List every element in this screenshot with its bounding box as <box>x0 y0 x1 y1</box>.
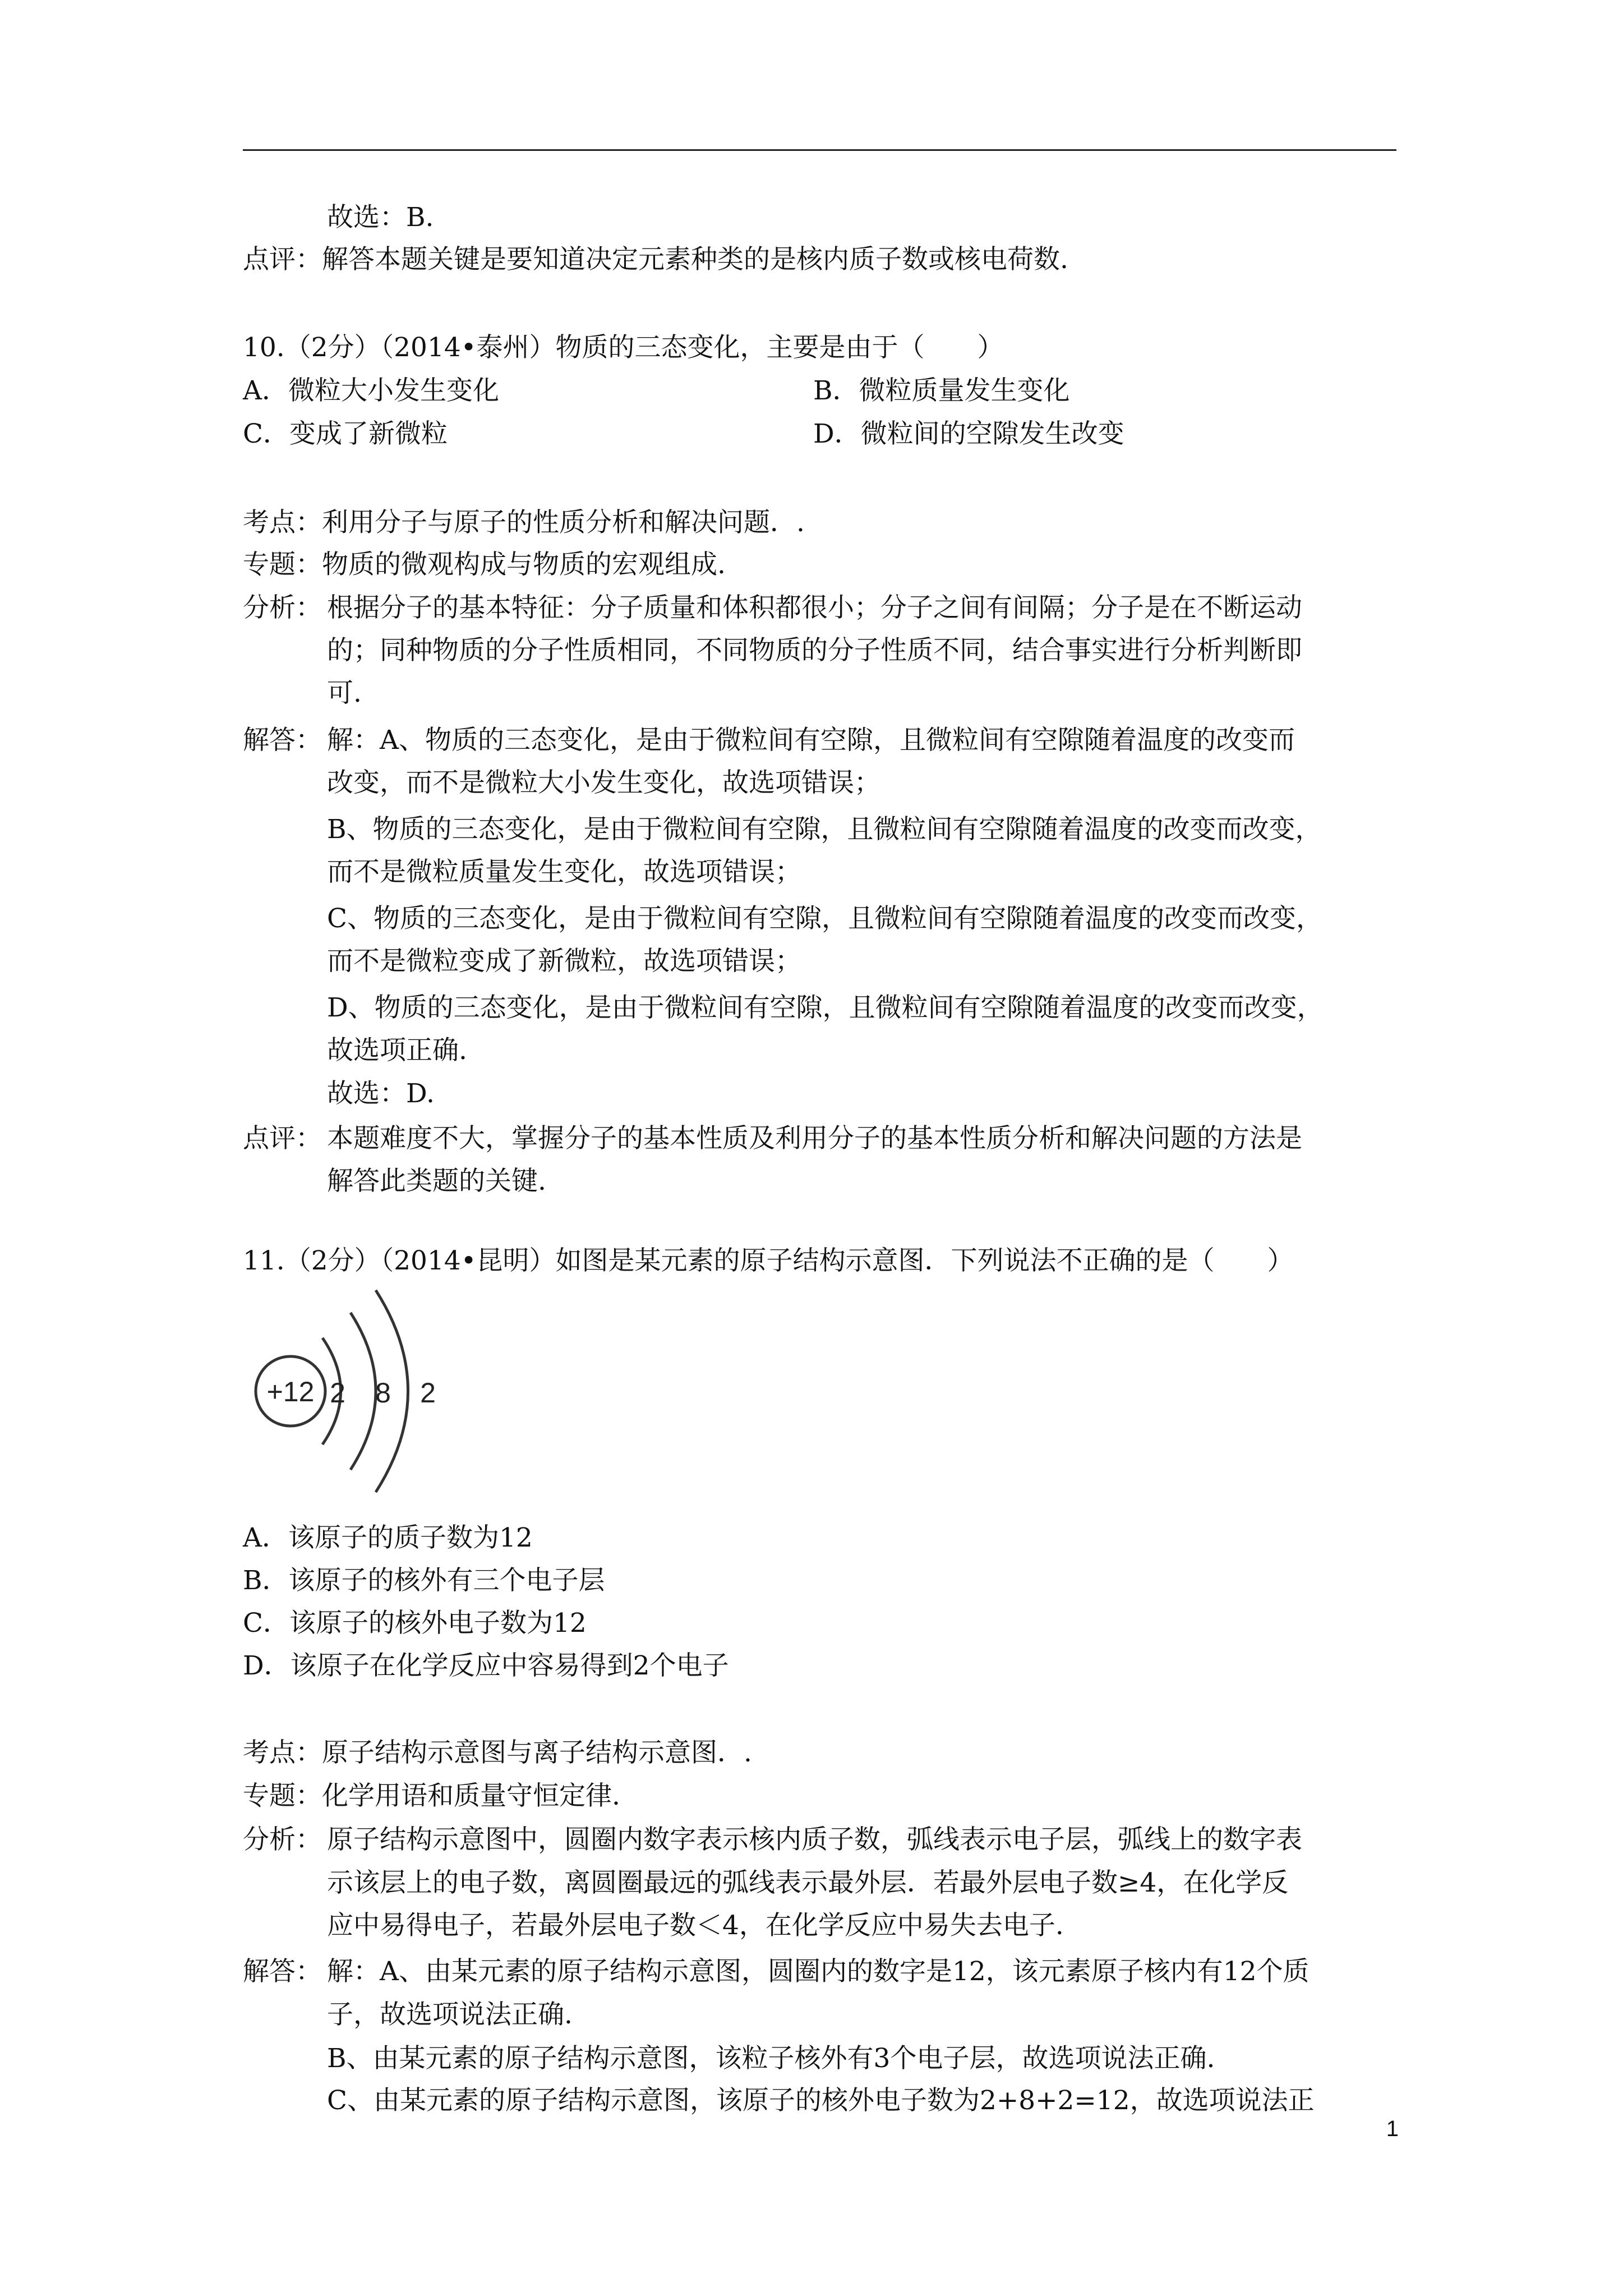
nucleus-charge: +12 <box>266 1376 315 1407</box>
q11-jieda-line: C、由某元素的原子结构示意图，该原子的核外电子数为2+8+2=12，故选项说法正 <box>327 2085 1315 2116</box>
q11-fenxi-line: 应中易得电子，若最外层电子数＜4，在化学反应中易失去电子. <box>327 1910 1064 1941</box>
q11-option-d: D．该原子在化学反应中容易得到2个电子 <box>243 1650 729 1681</box>
kaodian-label: 考点： <box>243 507 322 538</box>
q11-stem: 11.（2分）（2014•昆明）如图是某元素的原子结构示意图．下列说法不正确的是（ ） <box>243 1245 1294 1276</box>
q10-dianping-line: 解答此类题的关键. <box>327 1166 546 1197</box>
q11-option-a: A．该原子的质子数为12 <box>243 1522 533 1553</box>
q11-jieda-line: 子，故选项说法正确. <box>327 1999 573 2030</box>
q11-fenxi-line: 示该层上的电子数，离圆圈最远的弧线表示最外层．若最外层电子数≥4，在化学反 <box>327 1867 1289 1898</box>
kaodian-text: 原子结构示意图与离子结构示意图．. <box>322 1737 752 1768</box>
q10-jieda-line: 而不是微粒变成了新微粒，故选项错误； <box>327 946 801 977</box>
q10-option-a: A．微粒大小发生变化 <box>243 375 499 406</box>
zhuanti-label: 专题： <box>243 1780 322 1811</box>
q10-dianping-line: 本题难度不大，掌握分子的基本性质及利用分子的基本性质分析和解决问题的方法是 <box>327 1123 1302 1154</box>
comment-text: 解答本题关键是要知道决定元素种类的是核内质子数或核电荷数. <box>322 244 1068 275</box>
q11-zhuanti <box>243 1779 620 1813</box>
q10-jieda-line: 故选：D. <box>327 1078 435 1109</box>
q10-option-c: C．变成了新微粒 <box>243 418 448 449</box>
q10-fenxi-label: 分析： <box>243 592 322 623</box>
q11-option-b: B．该原子的核外有三个电子层 <box>243 1565 605 1596</box>
comment-label: 点评： <box>243 244 322 275</box>
zhuanti-text: 化学用语和质量守恒定律. <box>322 1780 620 1811</box>
q11-fenxi-line: 原子结构示意图中，圆圈内数字表示核内质子数，弧线表示电子层，弧线上的数字表 <box>327 1824 1302 1855</box>
q11-jieda-line: 解：A、由某元素的原子结构示意图，圆圈内的数字是12，该元素原子核内有12个质 <box>327 1956 1310 1987</box>
prev-comment <box>243 243 1068 277</box>
q11-jieda-line: B、由某元素的原子结构示意图，该粒子核外有3个电子层，故选项说法正确. <box>327 2043 1215 2074</box>
q11-option-c: C．该原子的核外电子数为12 <box>243 1608 587 1639</box>
prev-choice: 故选：B. <box>327 202 434 233</box>
zhuanti-text: 物质的微观构成与物质的宏观组成. <box>322 549 726 580</box>
q10-dianping-label: 点评： <box>243 1123 322 1154</box>
q10-jieda-label: 解答： <box>243 725 322 756</box>
q10-option-d: D．微粒间的空隙发生改变 <box>813 418 1124 449</box>
q10-jieda-line: C、物质的三态变化，是由于微粒间有空隙，且微粒间有空隙随着温度的改变而改变， <box>327 903 1322 934</box>
kaodian-text: 利用分子与原子的性质分析和解决问题．. <box>322 507 805 538</box>
q10-jieda-line: 解：A、物质的三态变化，是由于微粒间有空隙，且微粒间有空隙随着温度的改变而 <box>327 725 1295 756</box>
shell-1-electrons: 2 <box>330 1377 345 1409</box>
q10-fenxi-line: 的；同种物质的分子性质相同，不同物质的分子性质不同，结合事实进行分析判断即 <box>327 635 1302 666</box>
q10-jieda-line: B、物质的三态变化，是由于微粒间有空隙，且微粒间有空隙随着温度的改变而改变， <box>327 814 1322 845</box>
q11-jieda-label: 解答： <box>243 1956 322 1987</box>
shell-2-electrons: 8 <box>375 1377 391 1409</box>
zhuanti-label: 专题： <box>243 549 322 580</box>
q10-kaodian <box>243 506 805 540</box>
atom-structure-diagram <box>241 1285 454 1498</box>
page-number: 1 <box>1386 2116 1399 2141</box>
q10-fenxi-line: 可. <box>327 678 362 708</box>
q10-zhuanti <box>243 548 726 582</box>
q11-fenxi-label: 分析： <box>243 1824 322 1855</box>
electron-shell-2 <box>351 1313 376 1470</box>
q10-jieda-line: 改变，而不是微粒大小发生变化，故选项错误； <box>327 767 880 798</box>
header-rule <box>243 149 1396 151</box>
q10-jieda-line: 而不是微粒质量发生变化，故选项错误； <box>327 857 801 887</box>
q10-option-b: B．微粒质量发生变化 <box>813 375 1070 406</box>
q10-jieda-line: 故选项正确. <box>327 1035 467 1066</box>
kaodian-label: 考点： <box>243 1737 322 1768</box>
q11-kaodian <box>243 1736 752 1770</box>
shell-3-electrons: 2 <box>420 1377 436 1409</box>
q10-jieda-line: D、物质的三态变化，是由于微粒间有空隙，且微粒间有空隙随着温度的改变而改变， <box>327 992 1324 1023</box>
q10-fenxi-line: 根据分子的基本特征：分子质量和体积都很小；分子之间有间隔；分子是在不断运动 <box>327 592 1302 623</box>
q10-stem: 10.（2分）（2014•泰州）物质的三态变化，主要是由于（ ） <box>243 332 1004 363</box>
